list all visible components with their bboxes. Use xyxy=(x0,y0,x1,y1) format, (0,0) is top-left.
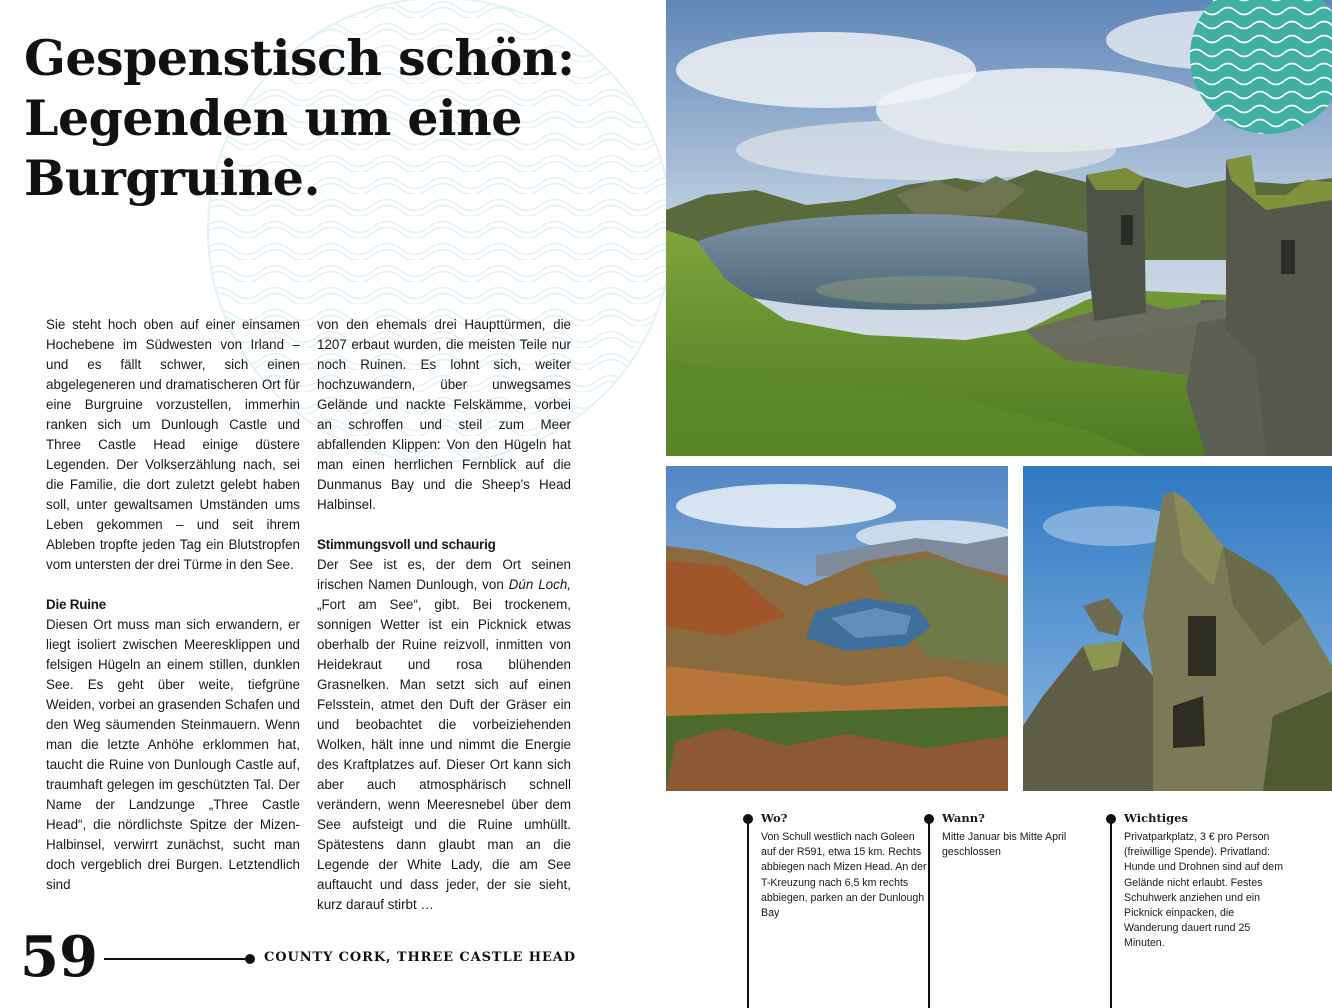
info-when-label: Wann? xyxy=(942,811,985,825)
irish-name-italic: Dún Loch, xyxy=(508,577,571,592)
intro-paragraph: Sie steht hoch oben auf einer einsamen Hochebene im Südwesten von Irland – und es fällt schwer, sich einen abgelegeneren und dramatischeren Ort für eine Burgruine vorzustellen, immerhin ranken sich um Dunlough Castle und Three Castle Head einige düstere Legenden. Der Volkserzählung nach, sei die Familie, die dort zuletzt gelebt haben soll, unter gewaltsamen Umständen ums Leben gekommen – und seit ihrem Ableben tropfte jeden Tag ein Blutstropfen vom untersten der drei Türme in den See. xyxy=(46,317,300,572)
footer-rule-dot xyxy=(245,954,255,964)
moorland-lake-photo xyxy=(666,466,1008,791)
continuation-paragraph: von den ehemals drei Haupttürmen, die 1207 erbaut wurden, die meisten Teile nur noch Ruinen. Es lohnt sich, weiter hochzuwandern, über unwegsames Gelände und nackte Felskämme, vorbei an schroffen und steil zum Meer abfallenden Klippen: Von den Hügeln hat man einen herrlichen Fernblick auf die Dunmanus Bay und die Sheep’s Head Halbinsel. xyxy=(317,317,571,512)
info-important-text: Privatparkplatz, 3 € pro Person (freiwillige Spende). Privatland: Hunde und Drohnen sind auf dem Gelände nicht erlaubt. Festes Schuhwerk anziehen und ein Picknick einpacken, die Wanderung dauert rund 25 Minuten. xyxy=(1124,831,1284,950)
section-heading-ruine: Die Ruine xyxy=(46,597,106,612)
page-title xyxy=(24,28,624,208)
info-when-text: Mitte Januar bis Mitte April geschlossen xyxy=(942,831,1067,859)
text-column-1 xyxy=(46,315,300,895)
teal-wave-badge-decoration xyxy=(1188,0,1332,136)
info-where-text: Von Schull westlich nach Goleen auf der R591, etwa 15 km. Rechts abbiegen nach Mizen Head. An der T-Kreuzung nach 6,5 km rechts abbiegen, parken an der Dunlough Bay xyxy=(761,831,927,920)
page-number: 59 xyxy=(20,924,98,990)
footer-rule xyxy=(104,958,250,960)
paragraph-text-start: Der See ist es, der dem Ort seinen irischen Namen Dunlough, von xyxy=(317,557,571,592)
info-rule-dot xyxy=(1106,814,1116,824)
info-rule-dot xyxy=(924,814,934,824)
info-rule-dot xyxy=(743,814,753,824)
info-where-label: Wo? xyxy=(761,811,788,825)
text-column-2 xyxy=(317,315,571,915)
info-rule xyxy=(928,818,930,1008)
title-line-1: Gespenstisch schön: xyxy=(24,29,575,87)
info-rule xyxy=(747,818,749,1008)
title-line-3: Burgruine. xyxy=(24,149,321,207)
ruine-paragraph: Diesen Ort muss man sich erwandern, er liegt isoliert zwischen Meeresklippen und felsigen Hügeln an einem stillen, dunklen See. Es geht über weite, tiefgrüne Weiden, vorbei an grasenden Schafen und den Weg säumenden Steinmauern. Wenn man die letzte Anhöhe erklommen hat, taucht die Ruine von Dunlough Castle auf, traumhaft gelegen im geschützten Tal. Der Name der Landzunge „Three Castle Head“, die nördlichste Spitze der Mizen-Halbinsel, verwirrt zunächst, sucht man doch vergeblich drei Burgen. Letztendlich sind xyxy=(46,617,300,892)
title-line-2: Legenden um eine xyxy=(24,89,522,147)
paragraph-text-rest: „Fort am See“, gibt. Bei trockenem, sonnigen Wetter ist ein Picknick etwas oberhalb der Ruine reizvoll, inmitten von Heidekraut und rosa blühenden Grasnelken. Man setzt sich auf einen Felsstein, atmet den Duft der Gräser ein und beobachtet die vorbeiziehenden Wolken, hält inne und nimmt die Energie des Kraftplatzes auf. Dieser Ort kann sich aber auch atmosphärisch schnell verändern, wenn Meeresnebel über dem See aufsteigt und die Ruine umhüllt. Spätestens dann glaubt man an die Legende der White Lady, die am See auftaucht und dass jeder, der sie sieht, kurz darauf stirbt … xyxy=(317,597,571,912)
stimmungsvoll-paragraph xyxy=(317,555,571,915)
tower-ruin-photo xyxy=(1023,466,1332,791)
footer-location: COUNTY CORK, THREE CASTLE HEAD xyxy=(264,950,576,965)
section-heading-stimmungsvoll: Stimmungsvoll und schaurig xyxy=(317,537,496,552)
info-rule xyxy=(1110,818,1112,1008)
info-important-label: Wichtiges xyxy=(1124,811,1188,825)
